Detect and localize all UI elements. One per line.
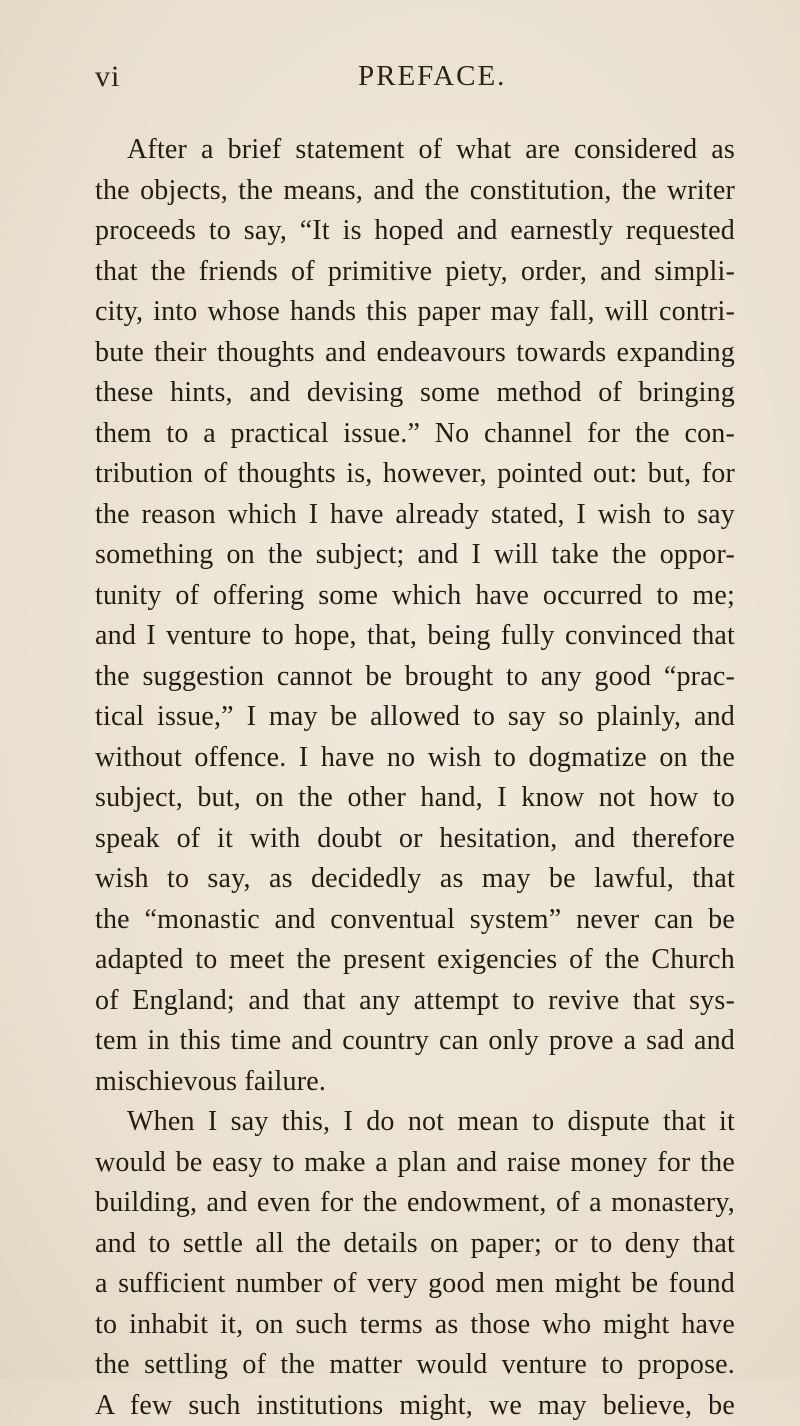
text-line: After a brief statement of what are considered as [95, 130, 735, 171]
text-line: to inhabit it, on such terms as those who might have [95, 1305, 735, 1346]
text-line: the suggestion cannot be brought to any good “prac- [95, 657, 735, 698]
text-line: speak of it with doubt or hesitation, and therefore [95, 819, 735, 860]
text-line: and to settle all the details on paper; or to deny that [95, 1224, 735, 1265]
text-line: something on the subject; and I will take the oppor- [95, 535, 735, 576]
text-line: would be easy to make a plan and raise money for the [95, 1143, 735, 1184]
text-line: and I venture to hope, that, being fully convinced that [95, 616, 735, 657]
text-line: A few such institutions might, we may believe, be [95, 1386, 735, 1426]
page-number: vi [95, 60, 120, 94]
text-line: without offence. I have no wish to dogmatize on the [95, 738, 735, 779]
text-line: the reason which I have already stated, I wish to say [95, 495, 735, 536]
text-line: tunity of offering some which have occurred to me; [95, 576, 735, 617]
body-text [95, 130, 735, 1426]
text-line: proceeds to say, “It is hoped and earnestly requested [95, 211, 735, 252]
text-line: of England; and that any attempt to revive that sys- [95, 981, 735, 1022]
text-line: these hints, and devising some method of bringing [95, 373, 735, 414]
text-line: tribution of thoughts is, however, pointed out: but, for [95, 454, 735, 495]
running-title: PREFACE. [358, 60, 506, 93]
text-line: that the friends of primitive piety, order, and simpli- [95, 252, 735, 293]
text-line: a sufficient number of very good men might be found [95, 1264, 735, 1305]
text-line: city, into whose hands this paper may fall, will contri- [95, 292, 735, 333]
text-line: subject, but, on the other hand, I know not how to [95, 778, 735, 819]
text-line: the settling of the matter would venture to propose. [95, 1345, 735, 1386]
text-line: wish to say, as decidedly as may be lawful, that [95, 859, 735, 900]
text-line: them to a practical issue.” No channel for the con- [95, 414, 735, 455]
text-line: building, and even for the endowment, of a monastery, [95, 1183, 735, 1224]
text-line: the “monastic and conventual system” never can be [95, 900, 735, 941]
text-line: adapted to meet the present exigencies of the Church [95, 940, 735, 981]
text-line: When I say this, I do not mean to dispute that it [95, 1102, 735, 1143]
running-head [0, 60, 800, 100]
text-line: bute their thoughts and endeavours towards expanding [95, 333, 735, 374]
text-line: tical issue,” I may be allowed to say so plainly, and [95, 697, 735, 738]
text-line: tem in this time and country can only prove a sad and [95, 1021, 735, 1062]
text-line: the objects, the means, and the constitution, the writer [95, 171, 735, 212]
text-line: mischievous failure. [95, 1062, 735, 1103]
